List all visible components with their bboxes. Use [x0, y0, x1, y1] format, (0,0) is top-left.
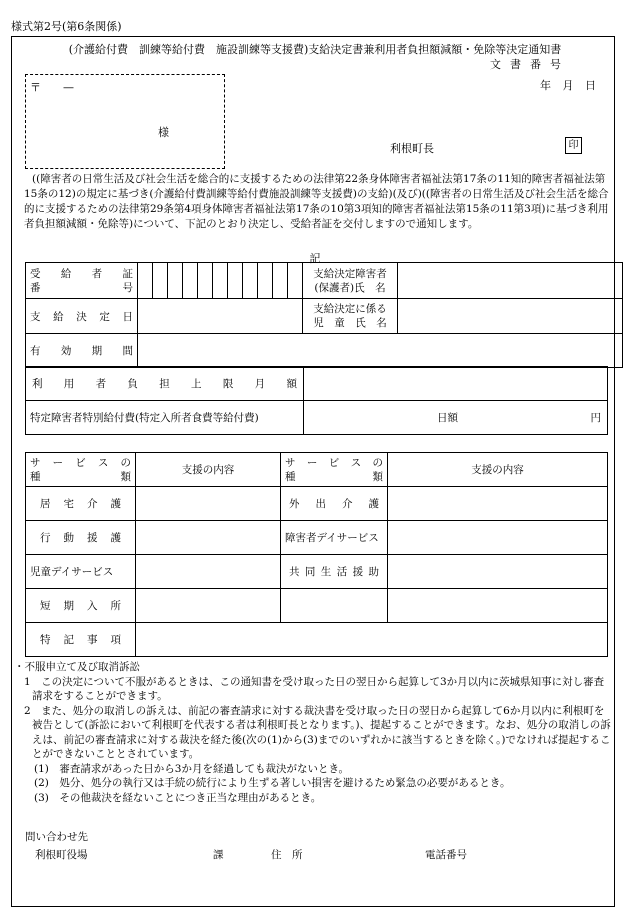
notes-item-1: 1 この決定について不服があるときは、この通知書を受け取った日の翌日から起算して3か月以内に茨城県知事に対し審査請求をすることができます。 — [24, 675, 605, 702]
support-content-cell[interactable] — [388, 487, 608, 521]
recipient-digit-box[interactable] — [288, 263, 303, 299]
document-title: (介護給付費 訓練等給付費 施設訓練等支援費)支給決定書兼利用者負担額減額・免除等決定通知書 — [68, 43, 562, 56]
service-type-cell — [281, 589, 388, 623]
validity-period-label: 有効期間 — [26, 334, 138, 368]
inquiry-section: 課 — [213, 849, 224, 861]
appeal-notes — [14, 660, 614, 805]
service-type-cell: 障害者デイサービス — [281, 521, 388, 555]
notes-item-2: 2 また、処分の取消しの訴えは、前記の審査請求に対する裁決書を受け取った日の翌日から起算して6か月以内に利根町を被告として(訴訟において利根町を代表する者は利根町長となります。)、提起することができます。なお、処分の取消しの訴えは、前記の審査請求に対する裁決を経た後(次の(1)から(3)までのいずれかに該当するときを除く。)でなければ提起することができないこととされています。 — [24, 704, 611, 760]
special-benefit-label: 特定障害者特別給付費(特定入所者食費等給付費) — [26, 401, 304, 435]
guardian-name-label: 支給決定障害者 (保護者)氏 名 — [303, 263, 398, 299]
service-type-cell: 行動援護 — [26, 521, 136, 555]
date-line: 年 月 日 — [540, 79, 596, 92]
recipient-number-label: 受 給 者 証 番 号 — [26, 263, 138, 299]
support-content-cell[interactable] — [136, 589, 281, 623]
seal-mark: 印 — [565, 137, 582, 154]
inquiry-row — [35, 847, 595, 861]
support-content-cell[interactable] — [136, 487, 281, 521]
support-content-header-left: 支援の内容 — [136, 453, 281, 487]
support-content-cell[interactable] — [136, 521, 281, 555]
issuer-mayor: 利根町長 — [390, 142, 434, 155]
service-table — [25, 452, 608, 657]
postal-code-mark: 〒 — — [30, 81, 74, 94]
special-notes-label: 特記事項 — [26, 623, 136, 657]
notes-sub-3: (3) その他裁決を経ないことにつき正当な理由があるとき。 — [34, 791, 322, 804]
service-type-cell: 外出介護 — [281, 487, 388, 521]
support-content-header-right: 支援の内容 — [388, 453, 608, 487]
service-type-cell: 児童デイサービス — [26, 555, 136, 589]
service-type-cell: 短期入所 — [26, 589, 136, 623]
service-type-cell: 共同生活援助 — [281, 555, 388, 589]
recipient-digit-box[interactable] — [198, 263, 213, 299]
child-name-label: 支給決定に係る 児 童 氏 名 — [303, 299, 398, 334]
support-content-cell[interactable] — [388, 521, 608, 555]
yen-unit: 円 — [590, 412, 601, 424]
inquiry-phone-label: 電話番号 — [425, 849, 467, 861]
notes-sub-2: (2) 処分、処分の執行又は手続の続行により生ずる著しい損害を避けるため緊急の必要があるとき。 — [34, 777, 511, 789]
monthly-limit-field[interactable] — [304, 367, 608, 401]
support-content-cell[interactable] — [388, 555, 608, 589]
decision-date-label: 支給決定日 — [26, 299, 138, 334]
recipient-digit-box[interactable] — [183, 263, 198, 299]
special-notes-field[interactable] — [136, 623, 608, 657]
decision-date-field[interactable] — [138, 299, 303, 334]
recipient-digit-box[interactable] — [273, 263, 288, 299]
form-number-label: 様式第2号(第6条関係) — [11, 20, 122, 33]
intro-paragraph: ((障害者の日常生活及び社会生活を総合的に支援するための法律第22条身体障害者福祉法第17条の11知的障害者福祉法第15条の12)の規定に基づき(介護給付費訓練等給付費施設訓練等支援費)の支給)(及び)((障害者の日常生活及び社会生活を総合的に支援するための法律第29条第4項身体障害者福祉法第17条の10第3項知的障害者福祉法第15条の11第3項)に基づき利用者負担額減額・免除等)について、下記のとおり決定し、受給者証を交付しますので通知します。 — [24, 173, 609, 230]
service-type-header-right: サ ー ビ ス の 種 類 — [281, 453, 388, 487]
addressee-honorific: 様 — [158, 126, 169, 139]
recipient-digit-box[interactable] — [243, 263, 258, 299]
daily-amount-label: 日額 — [437, 412, 458, 424]
support-content-cell[interactable] — [388, 589, 608, 623]
recipient-digit-box[interactable] — [258, 263, 273, 299]
recipient-digit-box[interactable] — [213, 263, 228, 299]
monthly-limit-label: 利用者負担上限月額 — [26, 367, 304, 401]
limit-table — [25, 366, 608, 435]
document-number-label: 文書番号 — [490, 58, 570, 71]
special-benefit-field[interactable] — [304, 401, 608, 435]
support-content-cell[interactable] — [136, 555, 281, 589]
notes-sub-1: (1) 審査請求があった日から3か月を経過しても裁決がないとき。 — [34, 762, 350, 775]
inquiry-heading: 問い合わせ先 — [25, 831, 88, 843]
recipient-digit-box[interactable] — [228, 263, 243, 299]
service-type-cell: 居宅介護 — [26, 487, 136, 521]
service-type-header-left: サ ー ビ ス の 種 類 — [26, 453, 136, 487]
inquiry-office: 利根町役場 — [35, 849, 88, 861]
ki-heading: 記 — [309, 252, 321, 265]
inquiry-address-label: 住 所 — [271, 849, 303, 861]
guardian-name-field[interactable] — [398, 263, 623, 299]
validity-period-field[interactable] — [138, 334, 623, 368]
recipient-digit-box[interactable] — [138, 263, 153, 299]
child-name-field[interactable] — [398, 299, 623, 334]
decision-table — [25, 262, 623, 368]
notes-heading: ・不服申立て及び取消訴訟 — [14, 661, 140, 673]
recipient-digit-box[interactable] — [168, 263, 183, 299]
recipient-digit-box[interactable] — [153, 263, 168, 299]
